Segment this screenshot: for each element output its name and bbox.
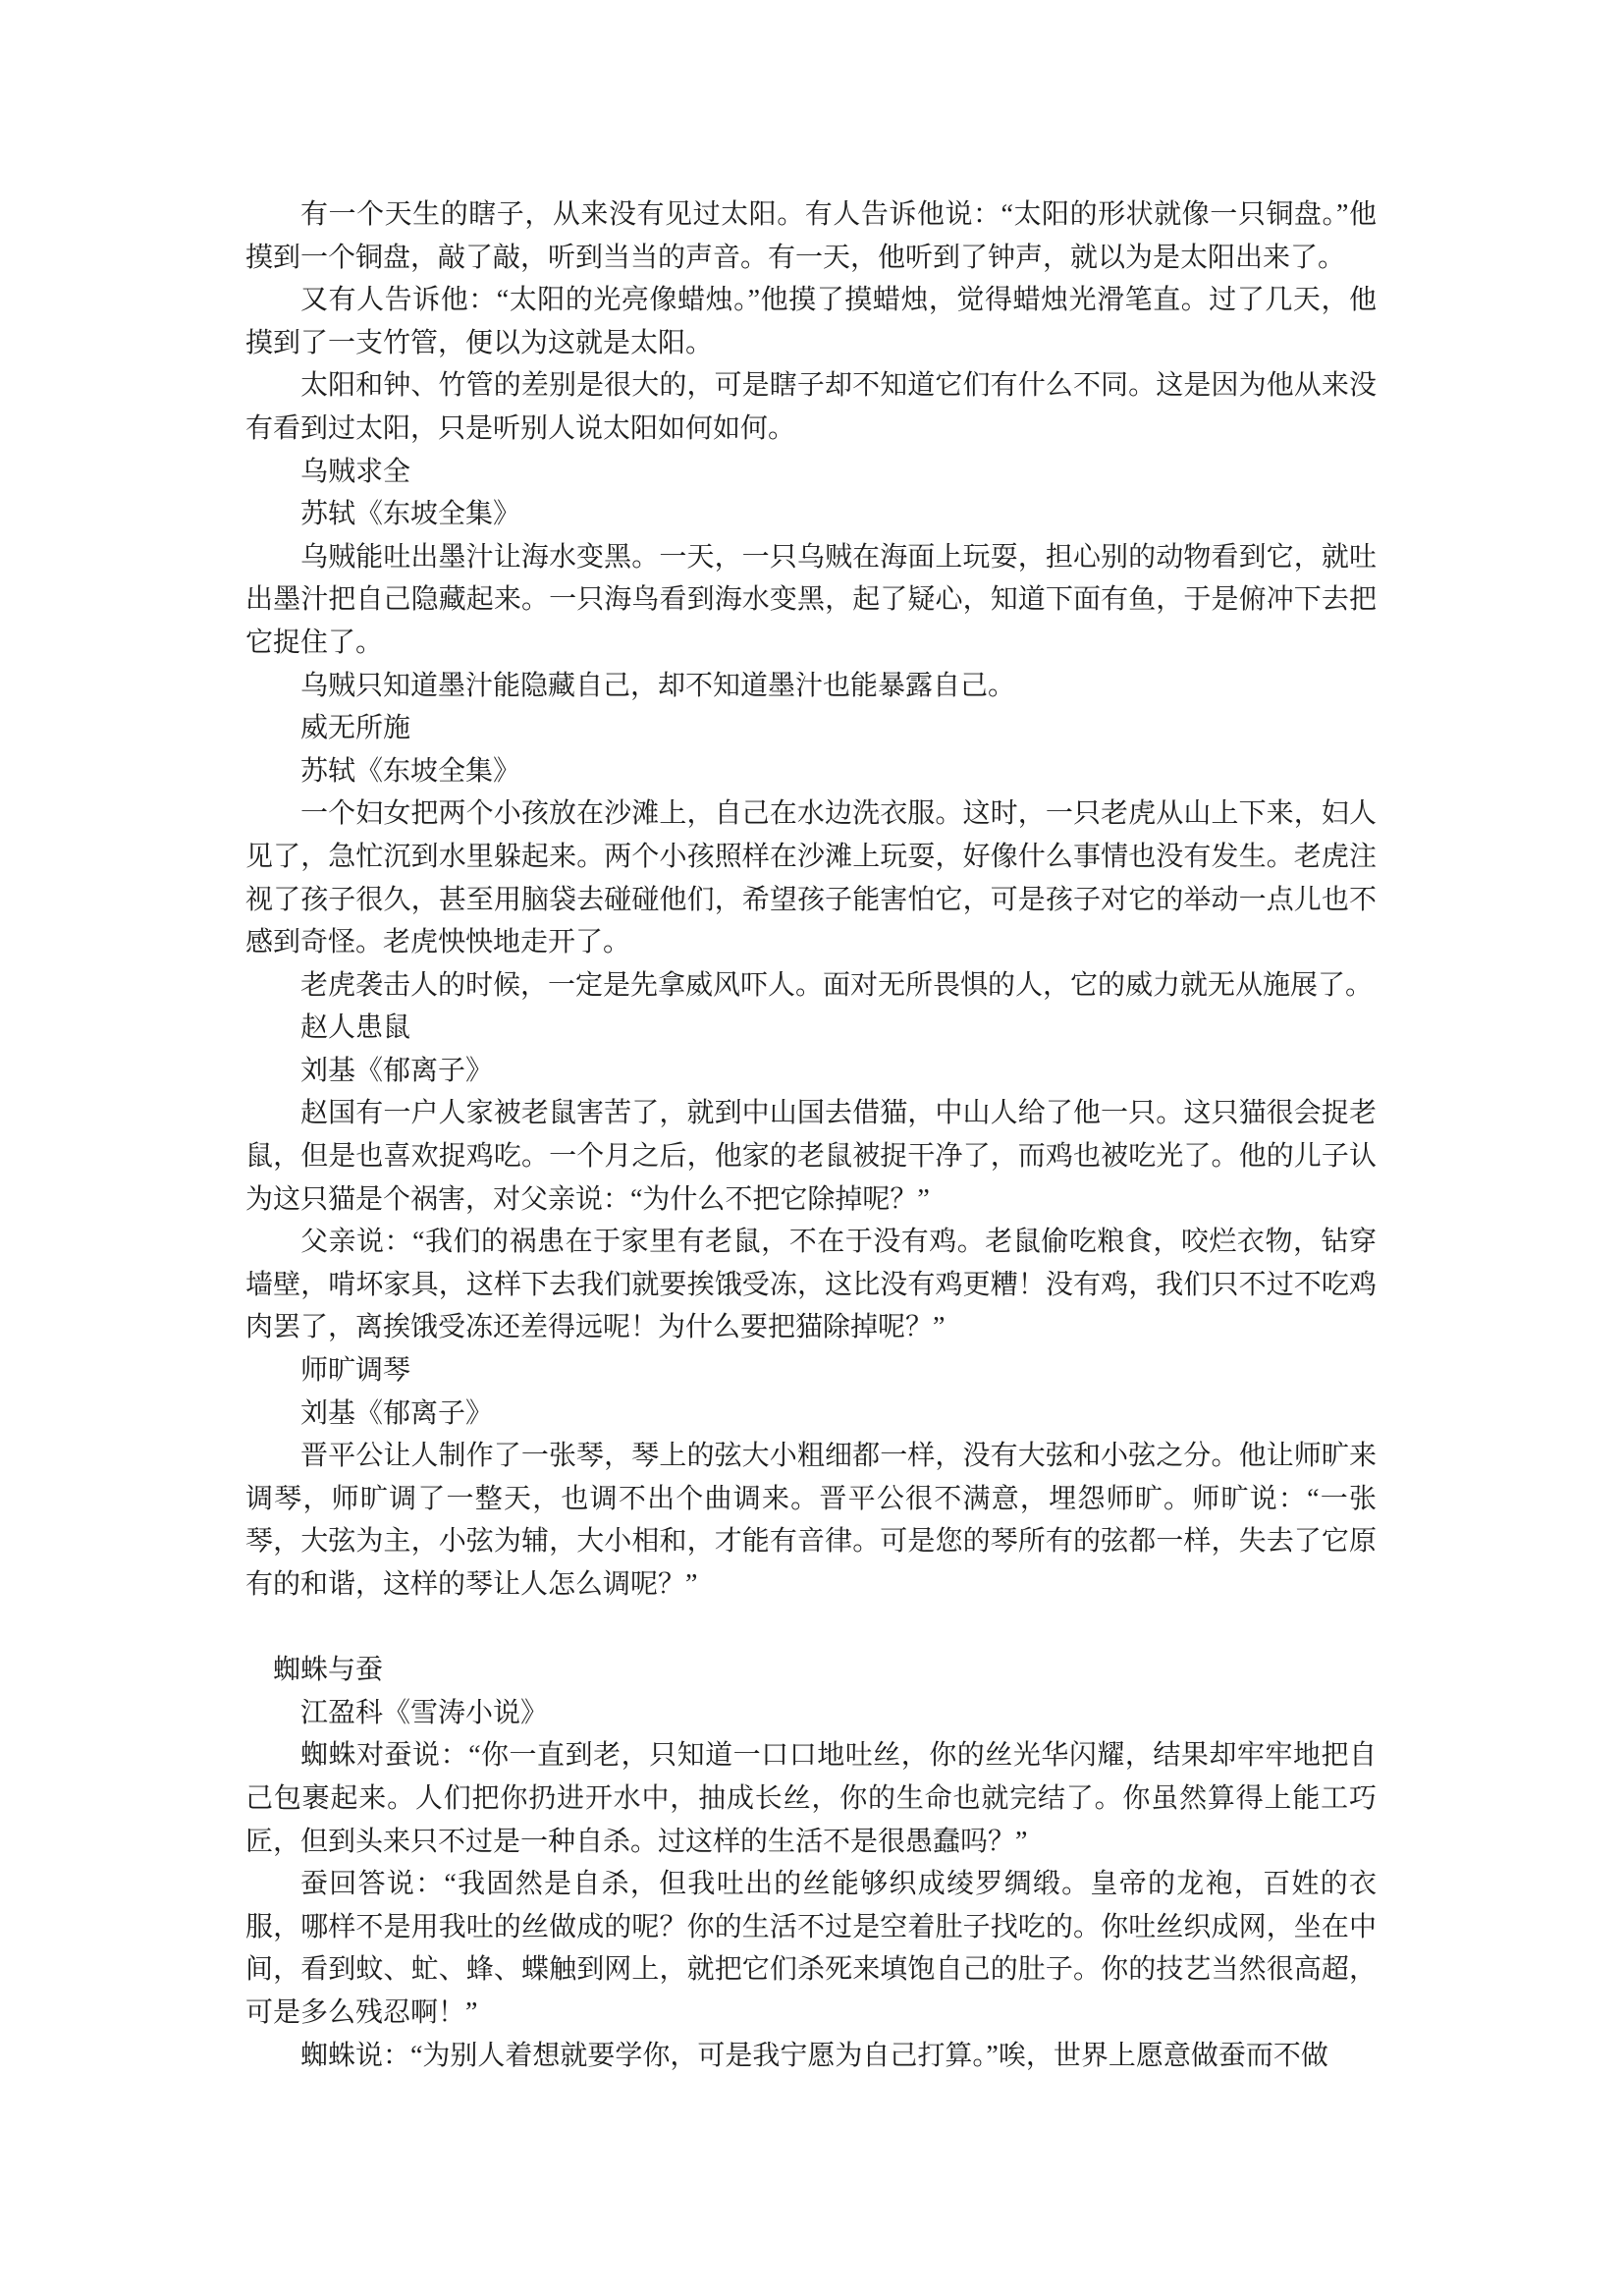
story-title: 师旷调琴 [300, 1355, 411, 1387]
story-source: 刘基《郁离子》 [300, 1397, 494, 1429]
paragraph: 赵国有一户人家被老鼠害苦了，就到中山国去借猫，中山人给了他一只。这只猫很会捉老鼠，但是也喜欢捉鸡吃。一个月之后，他家的老鼠被捉干净了，而鸡也被吃光了。他的儿子认为这只猫是个祸害，对父亲说：“为什么不把它除掉呢？” [245, 1098, 1377, 1215]
story-title: 蜘蛛与蚕 [273, 1655, 384, 1686]
paragraph: 又有人告诉他：“太阳的光亮像蜡烛。”他摸了摸蜡烛，觉得蜡烛光滑笔直。过了几天，他摸到了一支竹管，便以为这就是太阳。 [245, 285, 1377, 358]
paragraph: 有一个天生的瞎子，从来没有见过太阳。有人告诉他说：“太阳的形状就像一只铜盘。”他摸到一个铜盘，敲了敲，听到当当的声音。有一天，他听到了钟声，就以为是太阳出来了。 [245, 199, 1377, 273]
paragraph: 蜘蛛说：“为别人着想就要学你，可是我宁愿为自己打算。”唉，世界上愿意做蚕而不做 [300, 2040, 1328, 2071]
paragraph: 太阳和钟、竹管的差别是很大的，可是瞎子却不知道它们有什么不同。这是因为他从来没有看到过太阳，只是听别人说太阳如何如何。 [245, 370, 1377, 444]
paragraph: 蚕回答说：“我固然是自杀，但我吐出的丝能够织成绫罗绸缎。皇帝的龙袍，百姓的衣服，哪样不是用我吐的丝做成的呢？你的生活不过是空着肚子找吃的。你吐丝织成网，坐在中间，看到蚊、虻、蜂、蝶触到网上，就把它们杀死来填饱自己的肚子。你的技艺当然很高超，可是多么残忍啊！” [245, 1869, 1377, 2028]
paragraph: 乌贼只知道墨汁能隐藏自己，却不知道墨汁也能暴露自己。 [300, 670, 1016, 701]
paragraph: 乌贼能吐出墨汁让海水变黑。一天，一只乌贼在海面上玩耍，担心别的动物看到它，就吐出墨汁把自己隐藏起来。一只海鸟看到海水变黑，起了疑心，知道下面有鱼，于是俯冲下去把它捉住了。 [245, 541, 1377, 658]
story-title: 赵人患鼠 [300, 1012, 411, 1044]
paragraph: 父亲说：“我们的祸患在于家里有老鼠，不在于没有鸡。老鼠偷吃粮食，咬烂衣物，钻穿墙壁，啃坏家具，这样下去我们就要挨饿受冻，这比没有鸡更糟！没有鸡，我们只不过不吃鸡肉罢了，离挨饿受冻还差得远呢！为什么要把猫除掉呢？” [245, 1227, 1377, 1343]
story-source: 刘基《郁离子》 [300, 1055, 494, 1086]
paragraph: 蜘蛛对蚕说：“你一直到老，只知道一口口地吐丝，你的丝光华闪耀，结果却牢牢地把自己包裹起来。人们把你扔进开水中，抽成长丝，你的生命也就完结了。你虽然算得上能工巧匠，但到头来只不过是一种自杀。过这样的生活不是很愚蠢吗？” [245, 1740, 1377, 1857]
story-source: 江盈科《雪涛小说》 [300, 1697, 549, 1728]
story-title: 乌贼求全 [300, 456, 411, 487]
story-title: 威无所施 [300, 713, 411, 744]
document-text-content [245, 193, 1377, 2077]
paragraph: 老虎袭击人的时候，一定是先拿威风吓人。面对无所畏惧的人，它的威力就无从施展了。 [300, 969, 1374, 1001]
paragraph: 晋平公让人制作了一张琴，琴上的弦大小粗细都一样，没有大弦和小弦之分。他让师旷来调琴，师旷调了一整天，也调不出个曲调来。晋平公很不满意，埋怨师旷。师旷说：“一张琴，大弦为主，小弦为辅，大小相和，才能有音律。可是您的琴所有的弦都一样，失去了它原有的和谐，这样的琴让人怎么调呢？” [245, 1441, 1377, 1600]
paragraph: 一个妇女把两个小孩放在沙滩上，自己在水边洗衣服。这时，一只老虎从山上下来，妇人见了，急忙沉到水里躲起来。两个小孩照样在沙滩上玩耍，好像什么事情也没有发生。老虎注视了孩子很久，甚至用脑袋去碰碰他们，希望孩子能害怕它，可是孩子对它的举动一点儿也不感到奇怪。老虎怏怏地走开了。 [245, 798, 1377, 958]
story-source: 苏轼《东坡全集》 [300, 499, 521, 530]
story-source: 苏轼《东坡全集》 [300, 755, 521, 787]
